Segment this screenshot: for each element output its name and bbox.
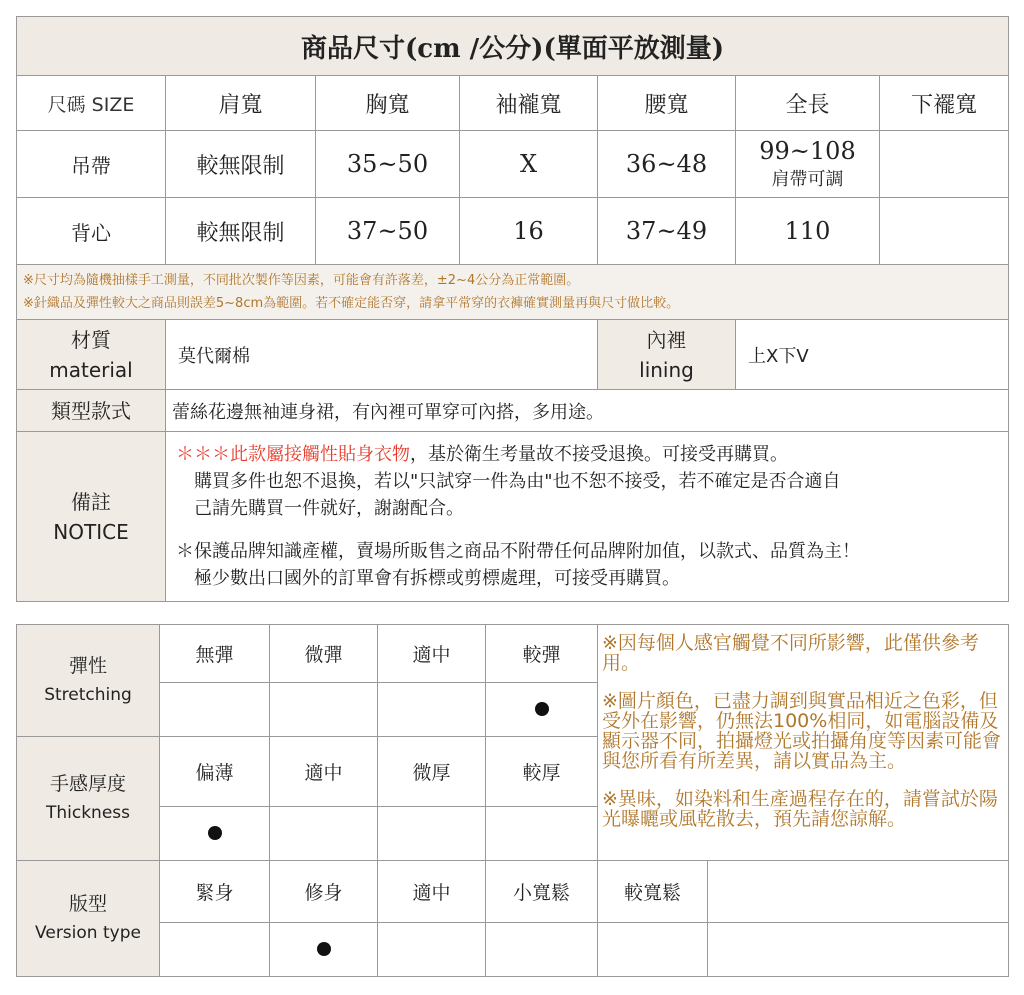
row-armhole: X — [460, 131, 598, 198]
version-option: 修身 — [270, 861, 378, 923]
stretch-option: 適中 — [378, 625, 486, 683]
stretch-label-en: Stretching — [44, 685, 132, 705]
thickness-label-en: Thickness — [45, 803, 131, 823]
measure-note: ※尺寸均為隨機抽樣手工測量，不同批次製作等因素，可能會有許落差，±2~4公分為正常範圍。 — [23, 273, 580, 288]
notice-label — [17, 432, 166, 602]
row-chest: 37~50 — [316, 198, 460, 265]
material-label-zh: 材質 — [71, 327, 111, 352]
version-label-en: Version type — [35, 923, 141, 943]
row-armhole: 16 — [460, 198, 598, 265]
lining-label-en: lining — [639, 357, 694, 382]
stretch-option: 較彈 — [486, 625, 598, 683]
notice-p1-line3: 己請先購買一件就好，謝謝配合。 — [194, 498, 464, 519]
thickness-option: 適中 — [270, 737, 378, 807]
page-title: 商品尺寸(cm /公分)(單面平放測量) — [17, 17, 1009, 76]
row-waist: 37~49 — [598, 198, 736, 265]
row-hem — [880, 198, 1009, 265]
version-label — [17, 861, 160, 977]
version-blank — [708, 923, 1009, 977]
thickness-mark-cell — [160, 807, 270, 861]
version-blank — [708, 861, 1009, 923]
header-chest: 胸寬 — [316, 76, 460, 131]
size-header-row — [17, 76, 1009, 131]
measure-notes — [17, 265, 1009, 320]
selected-dot — [317, 942, 331, 956]
header-hem: 下襬寬 — [880, 76, 1009, 131]
row-shoulder: 較無限制 — [166, 198, 316, 265]
version-option: 小寬鬆 — [486, 861, 598, 923]
selected-dot — [208, 826, 222, 840]
stretch-label-zh: 彈性 — [68, 655, 107, 677]
notice-label-en: NOTICE — [53, 519, 129, 544]
thickness-mark-cell — [378, 807, 486, 861]
table-row — [17, 131, 1009, 198]
stretch-mark-cell — [378, 683, 486, 737]
version-label-zh: 版型 — [68, 893, 107, 915]
notice-stars: ＊＊＊此款屬 — [176, 444, 284, 465]
lining-value: 上X下V — [736, 320, 1009, 390]
thickness-label-zh: 手感厚度 — [49, 773, 126, 795]
version-mark-cell — [378, 923, 486, 977]
version-option: 緊身 — [160, 861, 270, 923]
row-chest: 35~50 — [316, 131, 460, 198]
row-size: 背心 — [17, 198, 166, 265]
version-mark-cell — [160, 923, 270, 977]
table-row — [17, 198, 1009, 265]
row-length: 110 — [736, 198, 880, 265]
material-label — [17, 320, 166, 390]
feel-sheet — [16, 624, 1009, 977]
style-label: 類型款式 — [17, 390, 166, 432]
row-length-value: 99~108 — [759, 137, 856, 165]
style-value: 蕾絲花邊無袖連身裙，有內裡可單穿可內搭，多用途。 — [166, 390, 1009, 432]
stretch-mark-cell — [486, 683, 598, 737]
stretch-option: 微彈 — [270, 625, 378, 683]
version-mark-cell — [598, 923, 708, 977]
header-waist: 腰寬 — [598, 76, 736, 131]
lining-label-zh: 內裡 — [646, 327, 687, 352]
row-hem — [880, 131, 1009, 198]
thickness-mark-cell — [270, 807, 378, 861]
size-sheet — [16, 16, 1009, 602]
notice-label-zh: 備註 — [71, 489, 111, 514]
notice-highlight: 接觸性貼身衣物 — [284, 444, 410, 465]
feel-side-notes — [598, 625, 1009, 861]
version-mark-cell — [486, 923, 598, 977]
version-mark-cell — [270, 923, 378, 977]
stretch-mark-cell — [160, 683, 270, 737]
lining-label — [598, 320, 736, 390]
row-waist: 36~48 — [598, 131, 736, 198]
measure-note: ※針織品及彈性較大之商品則誤差5~8cm為範圍。若不確定能否穿，請拿平常穿的衣褲確實測量再與尺寸做比較。 — [23, 296, 680, 311]
notice-p1-suffix: ，基於衛生考量故不接受退換。可接受再購買。 — [410, 444, 788, 465]
notice-p1-line2: 購買多件也恕不退換，若以"只試穿一件為由"也不恕不接受，若不確定是否合適自 — [194, 471, 841, 492]
thickness-option: 微厚 — [378, 737, 486, 807]
notice-text — [166, 432, 1009, 602]
stretch-option: 無彈 — [160, 625, 270, 683]
thickness-option: 偏薄 — [160, 737, 270, 807]
thickness-option: 較厚 — [486, 737, 598, 807]
header-length: 全長 — [736, 76, 880, 131]
stretch-mark-cell — [270, 683, 378, 737]
thickness-label — [17, 737, 160, 861]
side-note: ※因每個人感官觸覺不同所影響，此僅供參考用。 — [602, 632, 979, 674]
side-note: ※圖片顏色，已盡力調到與實品相近之色彩，但受外在影響，仍無法100%相同，如電腦設備及顯示器不同，拍攝燈光或拍攝角度等因素可能會與您所看有所差異，請以實品為主。 — [602, 690, 1002, 772]
row-shoulder: 較無限制 — [166, 131, 316, 198]
version-option: 較寬鬆 — [598, 861, 708, 923]
version-option: 適中 — [378, 861, 486, 923]
notice-p2-line2: 極少數出口國外的訂單會有拆標或剪標處理，可接受再購買。 — [194, 568, 680, 589]
row-length — [736, 131, 880, 198]
header-shoulder: 肩寬 — [166, 76, 316, 131]
row-size: 吊帶 — [17, 131, 166, 198]
side-note: ※異味，如染料和生產過程存在的，請嘗試於陽光曝曬或風乾散去，預先請您諒解。 — [602, 788, 998, 830]
thickness-mark-cell — [486, 807, 598, 861]
notice-p2-line1: ＊保護品牌知識產權，賣場所販售之商品不附帶任何品牌附加值，以款式、品質為主！ — [176, 541, 860, 562]
selected-dot — [535, 702, 549, 716]
stretch-label — [17, 625, 160, 737]
row-length-note: 肩帶可調 — [771, 169, 844, 190]
material-value: 莫代爾棉 — [166, 320, 598, 390]
header-size: 尺碼 SIZE — [17, 76, 166, 131]
material-label-en: material — [49, 357, 133, 382]
header-armhole: 袖襱寬 — [460, 76, 598, 131]
